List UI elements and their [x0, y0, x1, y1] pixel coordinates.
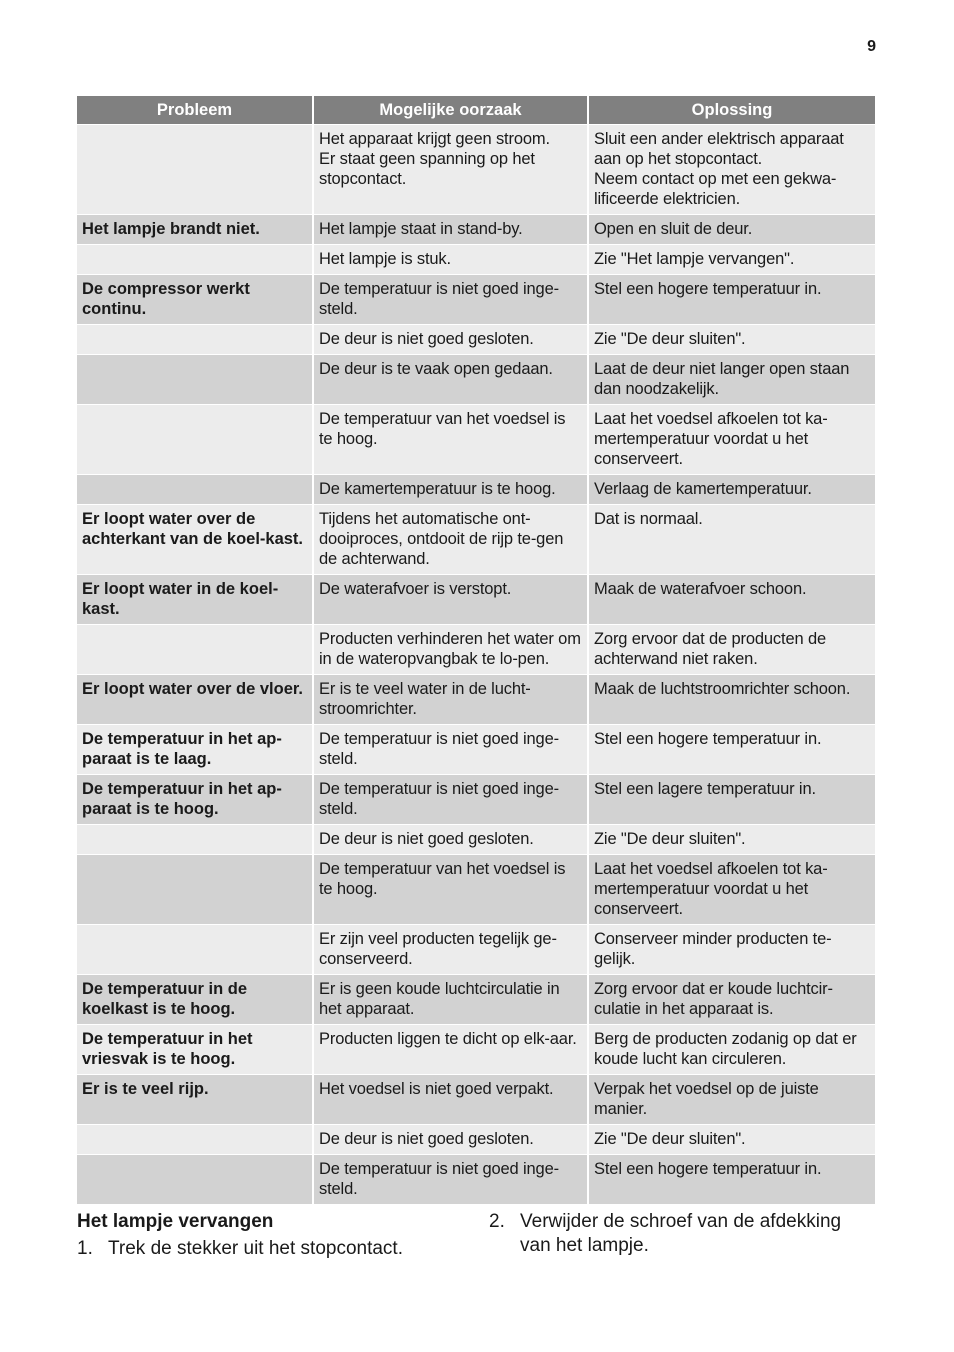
header-solution: Oplossing	[589, 96, 875, 124]
solution-cell: Stel een lagere temperatuur in.	[589, 774, 875, 824]
problem-cell	[77, 624, 314, 674]
table-row	[77, 1124, 875, 1154]
problem-cell	[77, 354, 314, 404]
solution-cell: Dat is normaal.	[589, 504, 875, 574]
cause-cell: Producten verhinderen het water om in de wateropvangbak te lo-pen.	[314, 624, 589, 674]
cause-cell: De deur is te vaak open gedaan.	[314, 354, 589, 404]
table-row	[77, 674, 875, 724]
header-cause: Mogelijke oorzaak	[314, 96, 589, 124]
table-row	[77, 504, 875, 574]
cause-cell: De deur is niet goed gesloten.	[314, 1124, 589, 1154]
solution-cell: Zie "De deur sluiten".	[589, 1124, 875, 1154]
problem-cell: De temperatuur in het ap-paraat is te laag.	[77, 724, 314, 774]
table-row	[77, 214, 875, 244]
solution-cell: Zorg ervoor dat er koude luchtcir-culatie in het apparaat is.	[589, 974, 875, 1024]
problem-cell	[77, 244, 314, 274]
table-row	[77, 474, 875, 504]
cause-cell: Het lampje staat in stand-by.	[314, 214, 589, 244]
solution-cell: Maak de luchtstroomrichter schoon.	[589, 674, 875, 724]
cause-cell: Tijdens het automatische ont-dooiproces, ontdooit de rijp te-gen de achterwand.	[314, 504, 589, 574]
problem-cell	[77, 854, 314, 924]
cause-cell: De temperatuur is niet goed inge-steld.	[314, 774, 589, 824]
troubleshooting-table	[77, 96, 875, 1204]
problem-cell	[77, 1124, 314, 1154]
problem-cell: Er is te veel rijp.	[77, 1074, 314, 1124]
cause-cell: Er zijn veel producten tegelijk ge-conserveerd.	[314, 924, 589, 974]
page-number: 9	[867, 38, 876, 55]
cause-cell: Producten liggen te dicht op elk-aar.	[314, 1024, 589, 1074]
solution-cell: Verpak het voedsel op de juiste manier.	[589, 1074, 875, 1124]
table-row	[77, 244, 875, 274]
cause-cell: De kamertemperatuur is te hoog.	[314, 474, 589, 504]
table-body	[77, 124, 875, 1204]
solution-cell: Zie "De deur sluiten".	[589, 324, 875, 354]
table-row	[77, 324, 875, 354]
header-problem: Probleem	[77, 96, 314, 124]
problem-cell	[77, 324, 314, 354]
cause-cell: De deur is niet goed gesloten.	[314, 324, 589, 354]
cause-cell: Er is te veel water in de lucht-stroomrichter.	[314, 674, 589, 724]
table-row	[77, 774, 875, 824]
table-row	[77, 824, 875, 854]
table-row	[77, 854, 875, 924]
solution-cell: Stel een hogere temperatuur in.	[589, 1154, 875, 1204]
solution-cell: Sluit een ander elektrisch apparaat aan op het stopcontact. Neem contact op met een gekwa-lificeerde elektricien.	[589, 124, 875, 214]
problem-cell: De temperatuur in het vriesvak is te hoog.	[77, 1024, 314, 1074]
problem-cell: De temperatuur in het ap-paraat is te hoog.	[77, 774, 314, 824]
solution-cell: Conserveer minder producten te-gelijk.	[589, 924, 875, 974]
cause-cell: De deur is niet goed gesloten.	[314, 824, 589, 854]
table-row	[77, 624, 875, 674]
solution-cell: Laat het voedsel afkoelen tot ka-mertemperatuur voordat u het conserveert.	[589, 854, 875, 924]
table-row	[77, 274, 875, 324]
table-row	[77, 1024, 875, 1074]
table-row	[77, 124, 875, 214]
problem-cell: Het lampje brandt niet.	[77, 214, 314, 244]
cause-cell: Het voedsel is niet goed verpakt.	[314, 1074, 589, 1124]
step-number: 1.	[77, 1238, 93, 1259]
table-row	[77, 1154, 875, 1204]
solution-cell: Zie "De deur sluiten".	[589, 824, 875, 854]
problem-cell: Er loopt water over de vloer.	[77, 674, 314, 724]
solution-cell: Verlaag de kamertemperatuur.	[589, 474, 875, 504]
solution-cell: Open en sluit de deur.	[589, 214, 875, 244]
solution-cell: Stel een hogere temperatuur in.	[589, 724, 875, 774]
section-title: Het lampje vervangen	[77, 1211, 274, 1232]
problem-cell: De compressor werkt continu.	[77, 274, 314, 324]
problem-cell	[77, 824, 314, 854]
list-item	[77, 1237, 477, 1263]
table-row	[77, 1074, 875, 1124]
solution-cell: Maak de waterafvoer schoon.	[589, 574, 875, 624]
problem-cell	[77, 474, 314, 504]
table-header-row	[77, 96, 875, 124]
list-item	[489, 1210, 875, 1260]
cause-cell: De temperatuur van het voedsel is te hoog.	[314, 854, 589, 924]
solution-cell: Laat de deur niet langer open staan dan noodzakelijk.	[589, 354, 875, 404]
table-row	[77, 924, 875, 974]
problem-cell	[77, 124, 314, 214]
step-text: Trek de stekker uit het stopcontact.	[108, 1238, 403, 1259]
table-row	[77, 974, 875, 1024]
solution-cell: Zie "Het lampje vervangen".	[589, 244, 875, 274]
problem-cell	[77, 404, 314, 474]
problem-cell: Er loopt water over de achterkant van de koel-kast.	[77, 504, 314, 574]
cause-cell: De temperatuur is niet goed inge-steld.	[314, 1154, 589, 1204]
step-text: Verwijder de schroef van de afdekking van het lampje.	[520, 1211, 842, 1256]
cause-cell: De temperatuur van het voedsel is te hoog.	[314, 404, 589, 474]
solution-cell: Stel een hogere temperatuur in.	[589, 274, 875, 324]
solution-cell: Laat het voedsel afkoelen tot ka-mertemperatuur voordat u het conserveert.	[589, 404, 875, 474]
problem-cell	[77, 924, 314, 974]
problem-cell	[77, 1154, 314, 1204]
table-row	[77, 574, 875, 624]
cause-cell: De temperatuur is niet goed inge-steld.	[314, 724, 589, 774]
problem-cell: Er loopt water in de koel-kast.	[77, 574, 314, 624]
step-number: 2.	[489, 1211, 505, 1232]
table-row	[77, 724, 875, 774]
cause-cell: De temperatuur is niet goed inge-steld.	[314, 274, 589, 324]
solution-cell: Berg de producten zodanig op dat er koude lucht kan circuleren.	[589, 1024, 875, 1074]
cause-cell: Het lampje is stuk.	[314, 244, 589, 274]
cause-cell: Het apparaat krijgt geen stroom. Er staat geen spanning op het stopcontact.	[314, 124, 589, 214]
cause-cell: Er is geen koude luchtcirculatie in het apparaat.	[314, 974, 589, 1024]
solution-cell: Zorg ervoor dat de producten de achterwand niet raken.	[589, 624, 875, 674]
table-row	[77, 354, 875, 404]
table-row	[77, 404, 875, 474]
problem-cell: De temperatuur in de koelkast is te hoog.	[77, 974, 314, 1024]
cause-cell: De waterafvoer is verstopt.	[314, 574, 589, 624]
